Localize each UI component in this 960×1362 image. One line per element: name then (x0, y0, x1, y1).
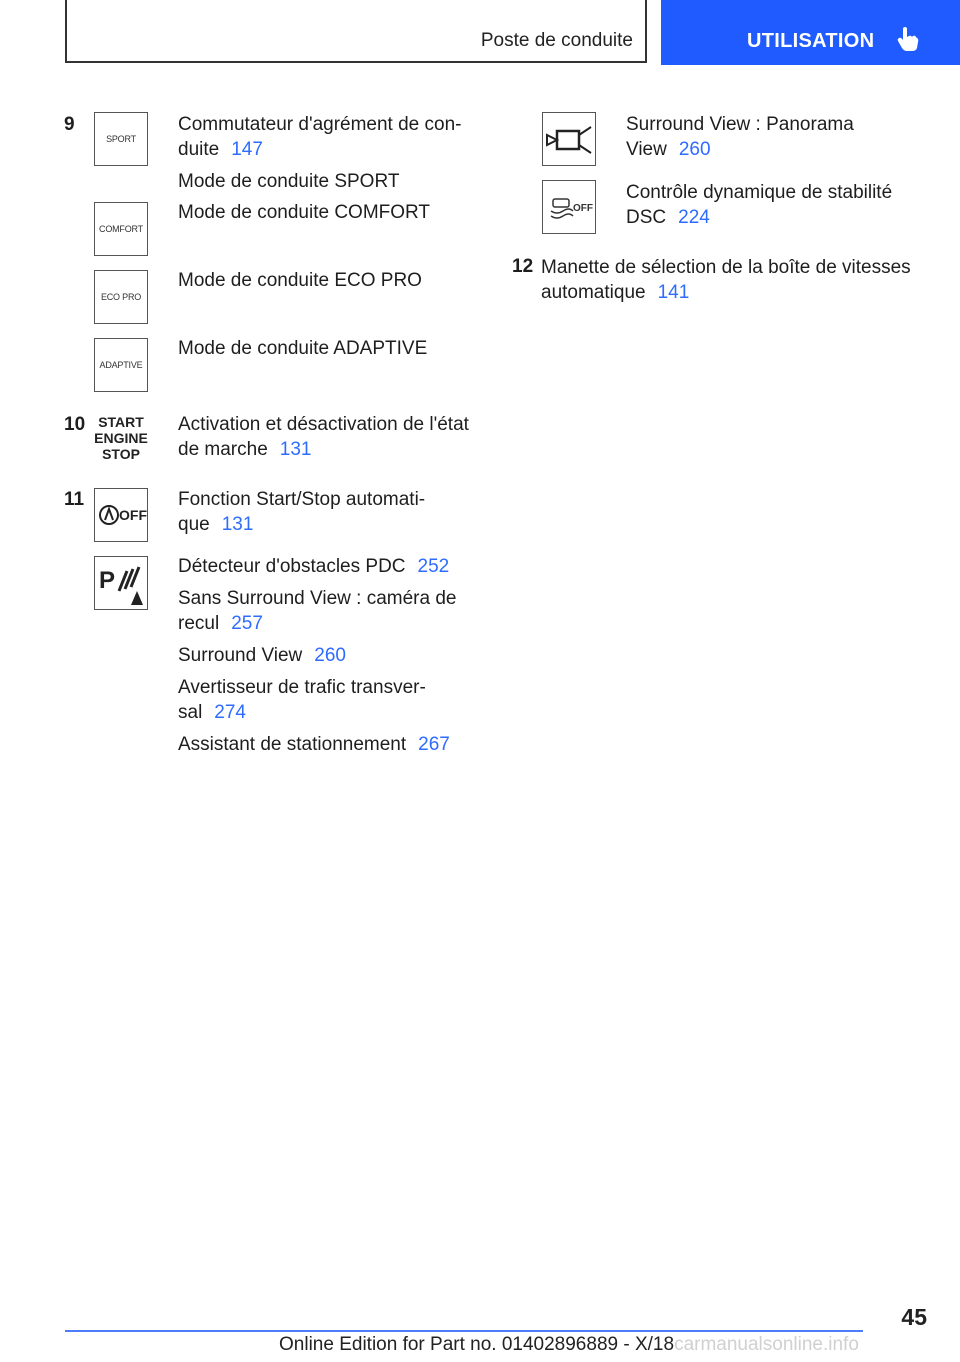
svg-text:OFF: OFF (573, 203, 593, 214)
sport-mode-label: Mode de conduite SPORT (178, 171, 400, 192)
start-engine-stop-icon: START ENGINE STOP (94, 412, 148, 466)
edition-line (279, 1334, 859, 1356)
eco-pro-mode-label: Mode de conduite ECO PRO (178, 270, 422, 291)
eco-pro-button-icon: ECO PRO (94, 270, 148, 324)
adaptive-mode-label: Mode de conduite ADAPTIVE (178, 338, 428, 359)
hand-pointer-icon (897, 26, 919, 57)
header-section-box (65, 0, 647, 63)
page-ref-link[interactable]: 147 (231, 139, 263, 160)
page-ref-link[interactable]: 141 (657, 282, 690, 303)
page-ref-link[interactable]: 131 (279, 439, 312, 460)
footer-divider (65, 1330, 863, 1332)
item-number-12: 12 (512, 256, 534, 277)
item-number-11: 11 (64, 489, 85, 510)
park-distance-control-icon (94, 556, 148, 610)
chapter-title: UTILISATION (747, 30, 875, 52)
item-11-text: Fonction Start/Stop automati- que 131 (178, 489, 426, 535)
panorama-view-text: Surround View : Panorama View 260 (626, 114, 854, 160)
item-11-sub-text: Détecteur d'obstacles PDC 252 Sans Surround View : caméra de recul 257 Surround View 260 Avertisseur de trafic transver- sal 274 Assistant de stationnement 267 (178, 556, 457, 755)
page-ref-link[interactable]: 252 (417, 556, 450, 577)
section-title: Poste de conduite (480, 30, 633, 51)
sport-button-icon: SPORT (94, 112, 148, 166)
page-ref-link[interactable]: 131 (221, 514, 254, 535)
dsc-off-icon (542, 180, 596, 234)
item-number-10: 10 (64, 414, 86, 435)
item-10-text: Activation et désactivation de l'état de marche 131 (178, 414, 469, 460)
item-9-text: Commutateur d'agrément de con- duite 147 Mode de conduite SPORT (178, 112, 478, 201)
page-ref-link[interactable]: 274 (214, 702, 246, 723)
auto-start-stop-off-icon (94, 488, 148, 542)
chapter-tab[interactable] (661, 0, 960, 65)
comfort-mode-label: Mode de conduite COMFORT (178, 202, 431, 223)
adaptive-button-icon: ADAPTIVE (94, 338, 148, 392)
page-ref-link[interactable]: 267 (418, 734, 450, 755)
page-ref-link[interactable]: 260 (678, 139, 711, 160)
page-number: 45 (901, 1304, 927, 1330)
page-ref-link[interactable]: 224 (678, 207, 710, 228)
page-ref-link[interactable]: 257 (231, 613, 263, 634)
watermark-text: carmanualsonline.info (674, 1334, 859, 1355)
svg-text:P: P (99, 567, 116, 594)
edition-text: Online Edition for Part no. 01402896889 - X/18 (279, 1334, 675, 1355)
item-number-9: 9 (64, 114, 75, 135)
comfort-button-icon: COMFORT (94, 202, 148, 256)
surround-view-camera-icon (542, 112, 596, 166)
svg-text:OFF: OFF (119, 507, 147, 523)
page-ref-link[interactable]: 260 (314, 645, 346, 666)
item-12-text: Manette de sélection de la boîte de vitesses automatique 141 (541, 257, 911, 303)
dsc-text: Contrôle dynamique de stabilité DSC 224 (626, 182, 893, 228)
